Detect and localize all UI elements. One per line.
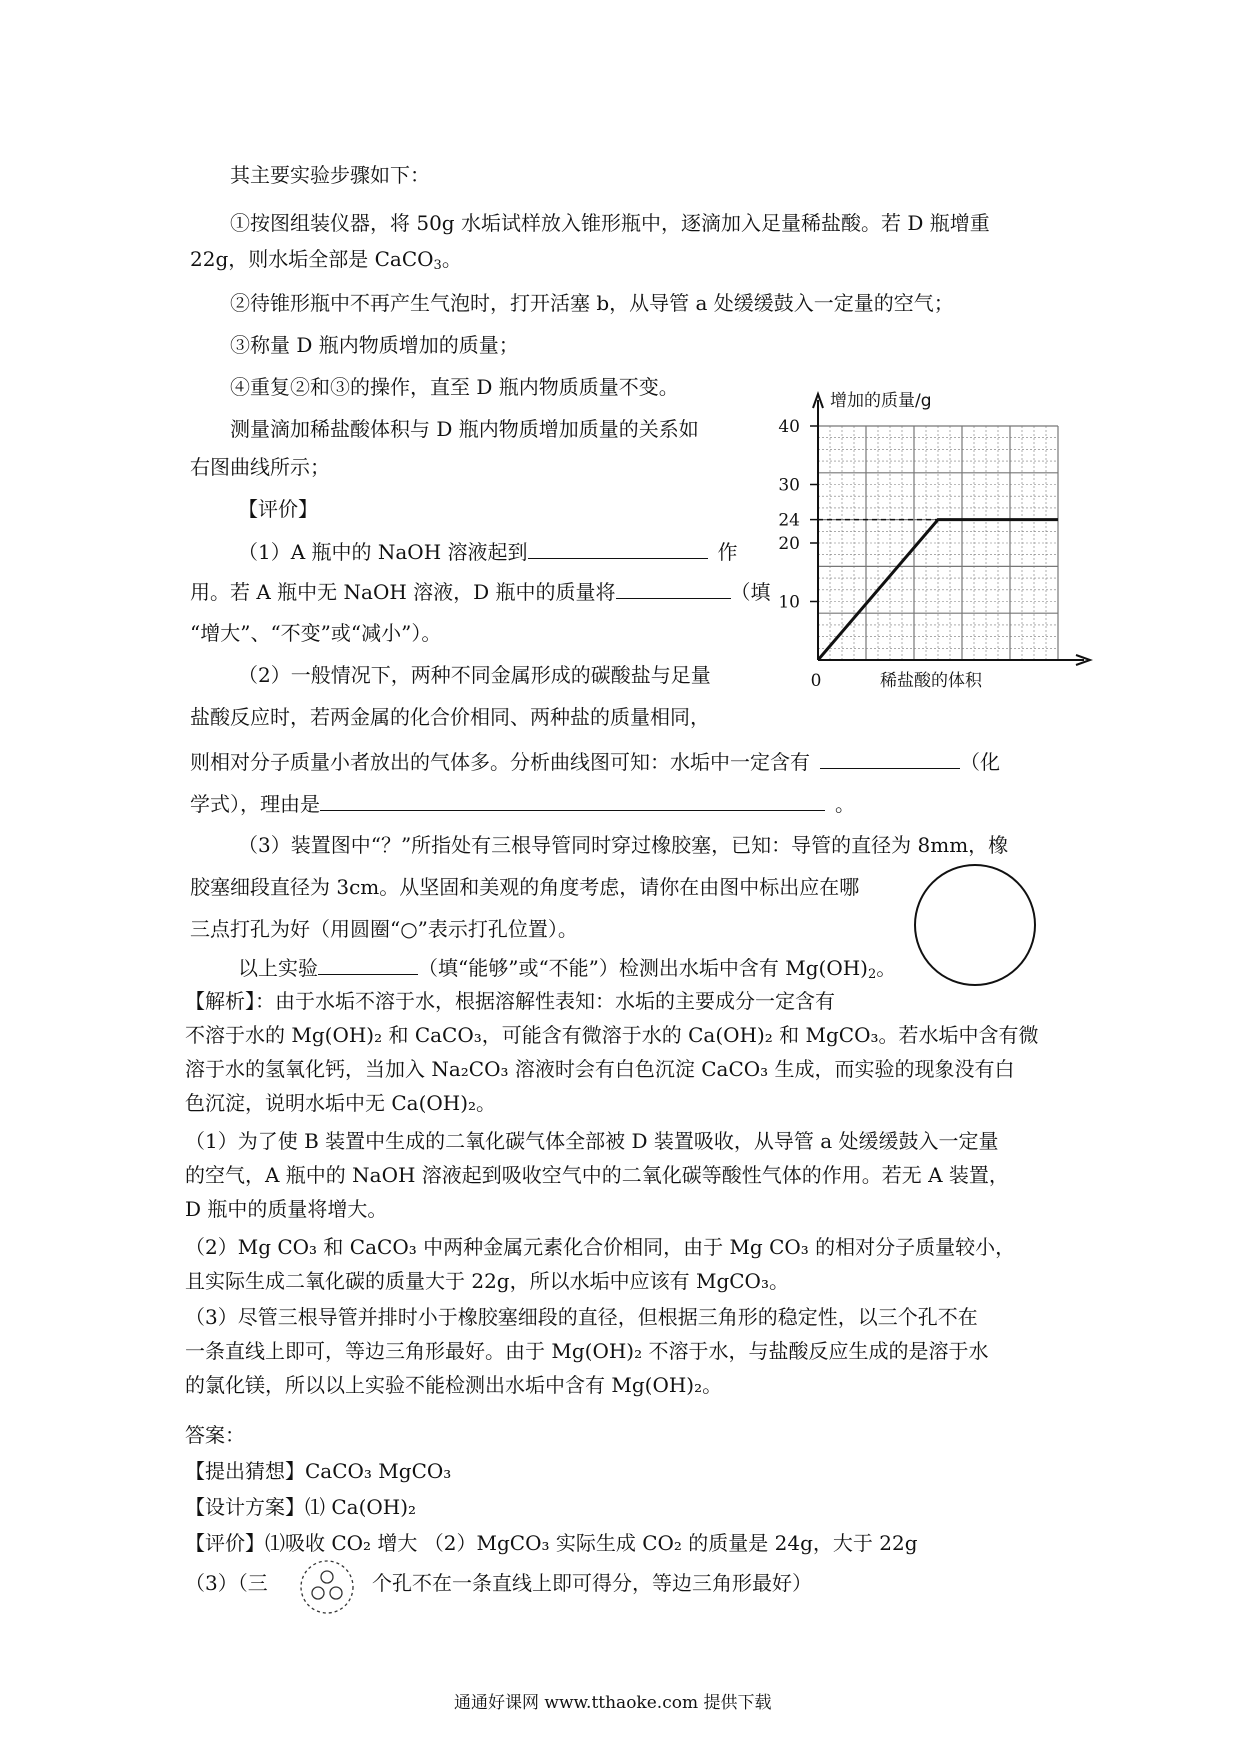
x-axis-label: 稀盐酸的体积 <box>880 671 982 691</box>
q1-line-c: “增大”、“不变”或“减小”）。 <box>190 621 442 645</box>
step-1-line-b: 22g，则水垢全部是 CaCO$_3$。 <box>190 247 462 273</box>
analysis-line-5: （1）为了使 B 装置中生成的二氧化碳气体全部被 D 装置吸收，从导管 a 处缓缓鼓入一定量 <box>185 1129 999 1153</box>
q3-line-b: 胶塞细段直径为 3cm。从坚固和美观的角度考虑，请你在由图中标出应在哪 <box>190 875 860 899</box>
evaluation-heading: 【评价】 <box>238 497 318 521</box>
analysis-line-4: 色沉淀，说明水垢中无 Ca(OH)₂。 <box>185 1091 497 1115</box>
q3-line-d: 以上实验 （填“能够”或“不能”）检测出水垢中含有 $Mg(OH)_2$。 <box>238 956 897 982</box>
origin-label: 0 <box>810 671 822 691</box>
y-tick-label: 40 <box>778 417 800 437</box>
analysis-line-2: 不溶于水的 Mg(OH)₂ 和 CaCO₃，可能含有微溶于水的 Ca(OH)₂ 和 MgCO₃。若水垢中含有微 <box>185 1023 1039 1047</box>
answer-4-suffix: 个孔不在一条直线上即可得分，等边三角形最好） <box>372 1571 812 1595</box>
analysis-line-7: D 瓶中的质量将增大。 <box>185 1197 388 1221</box>
step-3: ③称量 D 瓶内物质增加的质量； <box>230 333 519 357</box>
answer-4-prefix: （3）（三 <box>185 1571 268 1595</box>
answer-3: 【评价】⑴吸收 CO₂ 增大 （2）MgCO₃ 实际生成 CO₂ 的质量是 24g，大于 22g <box>185 1531 918 1555</box>
measure-line-b: 右图曲线所示； <box>190 455 330 479</box>
q2-line-b: 盐酸反应时，若两金属的化合价相同、两种盐的质量相同， <box>190 705 710 729</box>
q2-line-a: （2）一般情况下，两种不同金属形成的碳酸盐与足量 <box>238 663 711 687</box>
step-2: ②待锥形瓶中不再产生气泡时，打开活塞 b，从导管 a 处缓缓鼓入一定量的空气； <box>230 291 954 315</box>
analysis-line-10: （3）尽管三根导管并排时小于橡胶塞细段的直径，但根据三角形的稳定性，以三个孔不在 <box>185 1305 978 1329</box>
step-1-line-a: ①按图组装仪器，将 50g 水垢试样放入锥形瓶中，逐滴加入足量稀盐酸。若 D 瓶增重 <box>230 211 990 235</box>
q1-line-b: 用。若 A 瓶中无 NaOH 溶液，D 瓶中的质量将 （填 <box>190 580 771 604</box>
analysis-line-8: （2）Mg CO₃ 和 CaCO₃ 中两种金属元素化合价相同，由于 Mg CO₃ 的相对分子质量较小， <box>185 1235 1016 1259</box>
y-axis-label: 增加的质量/g <box>830 391 932 411</box>
analysis-line-11: 一条直线上即可，等边三角形最好。由于 Mg(OH)₂ 不溶于水，与盐酸反应生成的是溶于水 <box>185 1339 989 1363</box>
y-tick-label: 10 <box>778 592 800 613</box>
y-tick-label: 30 <box>778 475 800 496</box>
q2-line-d: 学式），理由是 。 <box>190 792 855 816</box>
answers-heading: 答案： <box>185 1423 245 1447</box>
analysis-line-3: 溶于水的氢氧化钙，当加入 Na₂CO₃ 溶液时会有白色沉淀 CaCO₃ 生成，而实验的现象没有白 <box>185 1057 1015 1081</box>
y-tick-label: 20 <box>778 534 800 554</box>
analysis-line-12: 的氯化镁，所以以上实验不能检测出水垢中含有 Mg(OH)₂。 <box>185 1373 723 1397</box>
steps-intro: 其主要实验步骤如下： <box>230 163 430 187</box>
q1-line-a: （1）A 瓶中的 NaOH 溶液起到 作 <box>238 540 738 564</box>
measure-line-a: 测量滴加稀盐酸体积与 D 瓶内物质增加质量的关系如 <box>230 417 699 441</box>
q2-line-c: 则相对分子质量小者放出的气体多。分析曲线图可知：水垢中一定含有 （化 <box>190 750 1000 774</box>
answer-1: 【提出猜想】CaCO₃ MgCO₃ <box>185 1459 452 1483</box>
answer-2: 【设计方案】⑴ Ca(OH)₂ <box>185 1495 417 1519</box>
q3-line-c: 三点打孔为好（用圆圈“○”表示打孔位置）。 <box>190 917 578 941</box>
analysis-line-9: 且实际生成二氧化碳的质量大于 22g，所以水垢中应该有 MgCO₃。 <box>185 1269 789 1293</box>
analysis-line-6: 的空气，A 瓶中的 NaOH 溶液起到吸收空气中的二氧化碳等酸性气体的作用。若无 A 装置， <box>185 1163 1009 1187</box>
footer: 通通好课网 www.tthaoke.com 提供下载 <box>454 1693 772 1713</box>
analysis-line-1: 【解析】：由于水垢不溶于水，根据溶解性表知：水垢的主要成分一定含有 <box>185 989 835 1013</box>
step-4: ④重复②和③的操作，直至 D 瓶内物质质量不变。 <box>230 375 679 399</box>
y-tick-label: 24 <box>778 510 800 531</box>
q3-line-a: （3）装置图中“？”所指处有三根导管同时穿过橡胶塞，已知：导管的直径为 8mm，橡 <box>238 833 1009 857</box>
